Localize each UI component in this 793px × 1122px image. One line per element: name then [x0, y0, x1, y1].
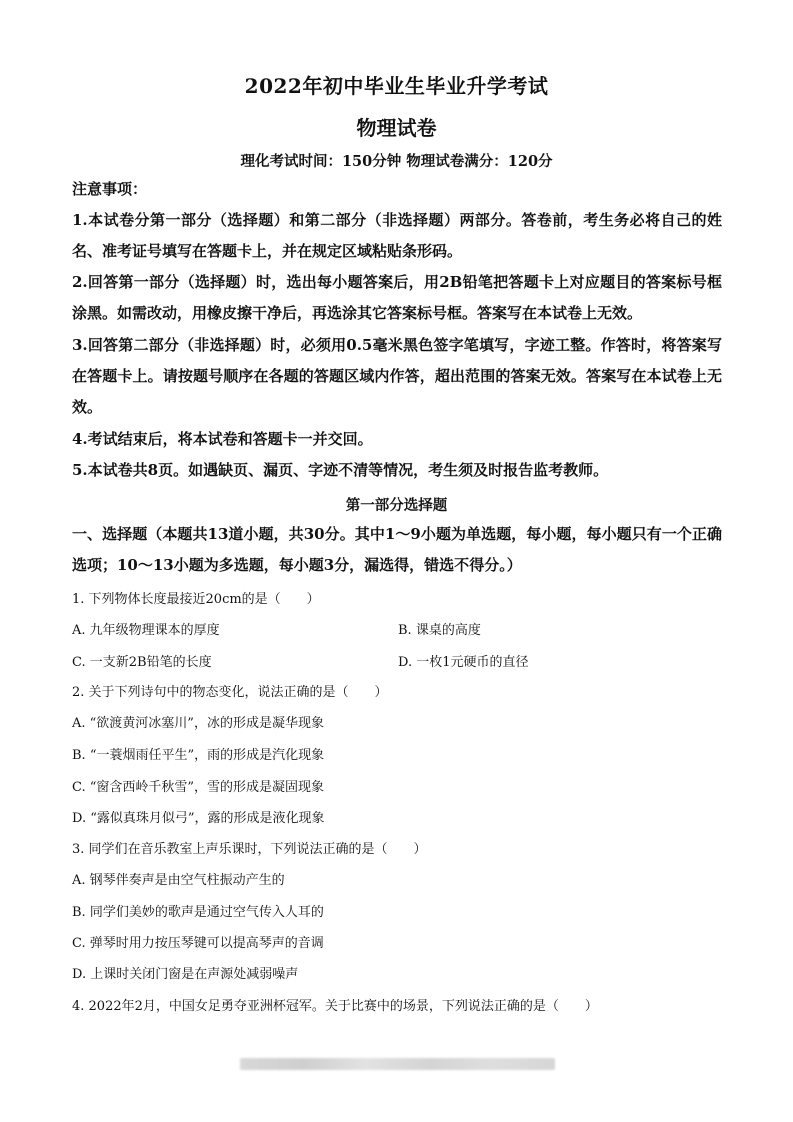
blurred-footer-watermark	[240, 1058, 555, 1070]
exam-info: 理化考试时间：150分钟 物理试卷满分：120分	[240, 153, 553, 170]
question-1-stem: 1. 下列物体长度最接近20cm的是（ ）	[72, 592, 320, 607]
note-item-3: 3.回答第二部分（非选择题）时，必须用0.5毫米黑色签字笔填写，字迹工整。作答时，将答案写在答题卡上。请按题号顺序在各题的答题区域内作答，超出范围的答案无效。答案写在本试卷上无效。	[72, 336, 722, 416]
note-item-1: 1.本试卷分第一部分（选择题）和第二部分（非选择题）两部分。答卷前，考生务必将自己的姓名、准考证号填写在答题卡上，并在规定区域粘贴条形码。	[72, 211, 722, 260]
question-1-option-a: A. 九年级物理课本的厚度	[72, 623, 220, 638]
section-title: 第一部分选择题	[345, 497, 448, 514]
note-item-4: 4.考试结束后，将本试卷和答题卡一并交回。	[72, 430, 373, 448]
question-1-option-d: D. 一枚1元硬币的直径	[398, 655, 529, 670]
question-3-option-a: A. 钢琴伴奏声是由空气柱振动产生的	[72, 873, 285, 888]
note-item-2: 2.回答第一部分（选择题）时，选出每小题答案后，用2B铅笔把答题卡上对应题目的答案标号框涂黑。如需改动，用橡皮擦干净后，再选涂其它答案标号框。答案写在本试卷上无效。	[72, 273, 722, 322]
question-4-stem: 4. 2022年2月，中国女足勇夺亚洲杯冠军。关于比赛中的场景，下列说法正确的是（ ）	[72, 999, 598, 1014]
question-3-option-b: B. 同学们美妙的歌声是通过空气传入人耳的	[72, 905, 324, 920]
notes-heading: 注意事项：	[72, 180, 148, 198]
exam-title: 2022年初中毕业生毕业升学考试	[244, 74, 549, 98]
question-2-option-c: C. “窗含西岭千秋雪”，雪的形成是凝固现象	[72, 780, 325, 795]
question-3-option-d: D. 上课时关闭门窗是在声源处减弱噪声	[72, 967, 299, 982]
note-item-5: 5.本试卷共8页。如遇缺页、漏页、字迹不清等情况，考生须及时报告监考教师。	[72, 461, 609, 479]
question-1-option-c: C. 一支新2B铅笔的长度	[72, 655, 212, 670]
section-instructions: 一、选择题（本题共13道小题，共30分。其中1～9小题为单选题，每小题，每小题只有一个正确选项；10～13小题为多选题，每小题3分，漏选得，错选不得分。）	[72, 525, 722, 574]
question-2-option-a: A. “欲渡黄河冰塞川”，冰的形成是凝华现象	[72, 716, 324, 731]
question-2-option-d: D. “露似真珠月似弓”，露的形成是液化现象	[72, 811, 325, 826]
question-1-option-b: B. 课桌的高度	[398, 623, 481, 638]
question-3-option-c: C. 弹琴时用力按压琴键可以提高琴声的音调	[72, 936, 324, 951]
question-2-stem: 2. 关于下列诗句中的物态变化，说法正确的是（ ）	[72, 685, 388, 700]
question-2-option-b: B. “一蓑烟雨任平生”，雨的形成是汽化现象	[72, 748, 325, 763]
exam-subtitle: 物理试卷	[356, 116, 437, 140]
question-3-stem: 3. 同学们在音乐教室上声乐课时，下列说法正确的是（ ）	[72, 842, 427, 857]
